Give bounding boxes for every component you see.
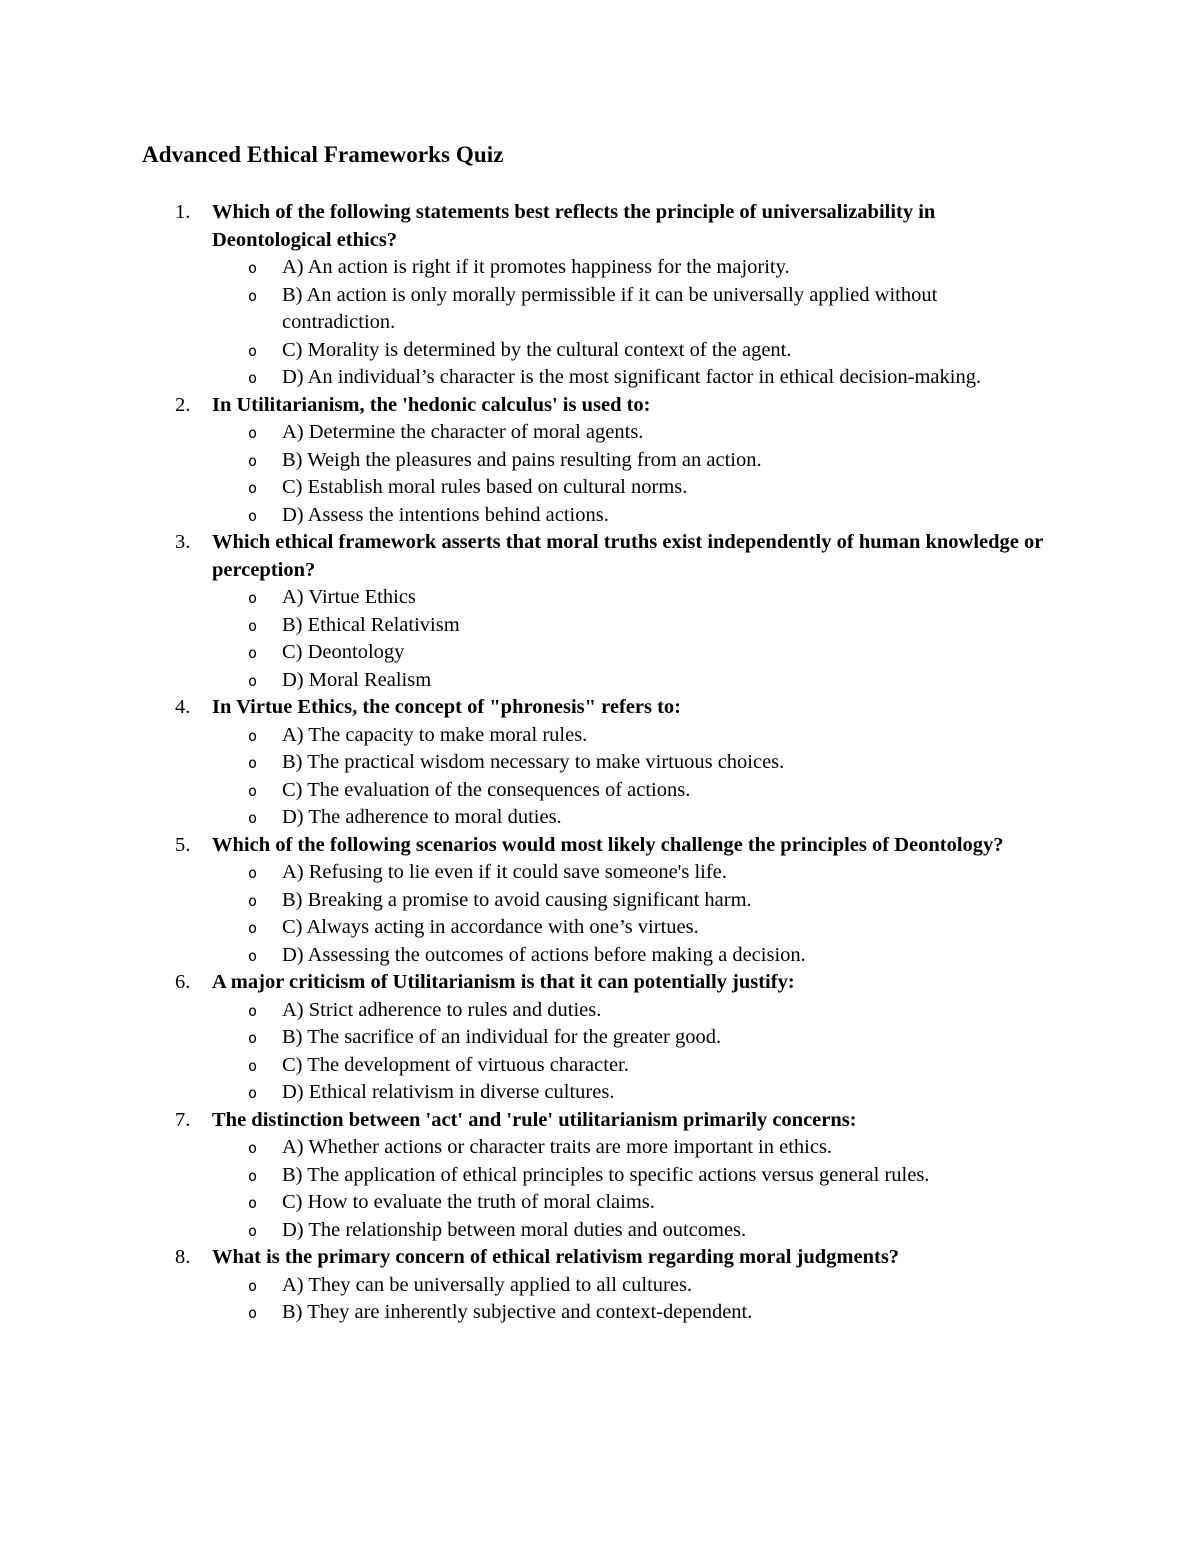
answer-option-text: C) Establish moral rules based on cultural norms. bbox=[282, 476, 688, 498]
bullet-icon: o bbox=[248, 589, 258, 607]
question-number: 6. bbox=[175, 971, 191, 993]
answer-option bbox=[0, 1272, 1200, 1300]
answer-options bbox=[0, 419, 1200, 529]
answer-options bbox=[0, 254, 1200, 392]
bullet-icon: o bbox=[248, 891, 258, 910]
bullet-icon: o bbox=[248, 1084, 258, 1102]
answer-option-text: D) An individual’s character is the most significant factor in ethical decision-making. bbox=[282, 366, 982, 388]
answer-options bbox=[0, 997, 1200, 1107]
answer-option bbox=[0, 859, 1200, 887]
bullet-icon: o bbox=[248, 1001, 258, 1020]
question-text: Which ethical framework asserts that moral truths exist independently of human knowledge or perception? bbox=[212, 531, 1043, 581]
answer-option-text: A) Whether actions or character traits are more important in ethics. bbox=[282, 1136, 833, 1158]
question-text: In Utilitarianism, the 'hedonic calculus' is used to: bbox=[212, 393, 651, 416]
question-number: 7. bbox=[175, 1108, 191, 1131]
answer-option bbox=[0, 639, 1200, 667]
answer-option bbox=[0, 1024, 1200, 1052]
answer-option-text: C) Morality is determined by the cultural context of the agent. bbox=[282, 338, 792, 361]
question-item bbox=[0, 392, 1200, 420]
question-text: The distinction between 'act' and 'rule' utilitarianism primarily concerns: bbox=[212, 1108, 857, 1131]
answer-option-text: C) The evaluation of the consequences of actions. bbox=[282, 778, 691, 801]
question-text: Which of the following scenarios would most likely challenge the principles of Deontology? bbox=[212, 833, 1004, 856]
bullet-icon: o bbox=[248, 754, 258, 772]
question-item bbox=[0, 969, 1200, 997]
question-item bbox=[0, 1244, 1200, 1272]
answer-option bbox=[0, 419, 1200, 447]
answer-option bbox=[0, 749, 1200, 777]
answer-option-text: A) Virtue Ethics bbox=[282, 586, 416, 608]
answer-option bbox=[0, 1079, 1200, 1107]
answer-option-text: B) They are inherently subjective and context-dependent. bbox=[282, 1301, 753, 1323]
bullet-icon: o bbox=[248, 726, 258, 745]
question-list bbox=[0, 199, 1200, 1327]
answer-option bbox=[0, 722, 1200, 750]
bullet-icon: o bbox=[248, 616, 258, 635]
document-title: Advanced Ethical Frameworks Quiz bbox=[142, 142, 504, 167]
question-number: 8. bbox=[175, 1246, 191, 1268]
answer-option-text: D) The adherence to moral duties. bbox=[282, 806, 562, 828]
bullet-icon: o bbox=[248, 864, 258, 882]
bullet-icon: o bbox=[248, 479, 258, 497]
answer-options bbox=[0, 584, 1200, 694]
bullet-icon: o bbox=[248, 919, 258, 937]
bullet-icon: o bbox=[248, 424, 258, 442]
question-number: 5. bbox=[175, 833, 191, 856]
answer-options bbox=[0, 1272, 1200, 1327]
answer-option bbox=[0, 474, 1200, 502]
question-number: 4. bbox=[175, 696, 191, 718]
answer-option bbox=[0, 282, 1200, 337]
answer-option bbox=[0, 777, 1200, 805]
answer-option bbox=[0, 914, 1200, 942]
answer-option-text: D) Assessing the outcomes of actions before making a decision. bbox=[282, 943, 806, 966]
answer-option-text: A) The capacity to make moral rules. bbox=[282, 723, 588, 746]
answer-option bbox=[0, 1162, 1200, 1190]
question-number: 3. bbox=[175, 531, 191, 553]
answer-option-text: B) An action is only morally permissible if it can be universally applied without contradiction. bbox=[282, 283, 938, 333]
question-text: In Virtue Ethics, the concept of "phronesis" refers to: bbox=[212, 696, 681, 718]
answer-option bbox=[0, 942, 1200, 970]
question-number: 1. bbox=[175, 201, 191, 223]
question-number: 2. bbox=[175, 393, 191, 416]
bullet-icon: o bbox=[248, 1194, 258, 1212]
bullet-icon: o bbox=[248, 369, 258, 387]
answer-option bbox=[0, 364, 1200, 392]
bullet-icon: o bbox=[248, 341, 258, 360]
answer-option bbox=[0, 997, 1200, 1025]
answer-option-text: B) Weigh the pleasures and pains resulting from an action. bbox=[282, 448, 762, 471]
question-text: What is the primary concern of ethical relativism regarding moral judgments? bbox=[212, 1246, 900, 1268]
answer-options bbox=[0, 722, 1200, 832]
answer-option bbox=[0, 584, 1200, 612]
answer-option-text: D) Ethical relativism in diverse cultures. bbox=[282, 1081, 615, 1103]
answer-options bbox=[0, 1134, 1200, 1244]
answer-option-text: A) Refusing to lie even if it could save someone's life. bbox=[282, 861, 727, 883]
bullet-icon: o bbox=[248, 1304, 258, 1322]
question-item bbox=[0, 199, 1200, 254]
bullet-icon: o bbox=[248, 644, 258, 662]
answer-option-text: C) Deontology bbox=[282, 641, 405, 663]
bullet-icon: o bbox=[248, 259, 258, 277]
answer-option bbox=[0, 447, 1200, 475]
answer-option-text: C) Always acting in accordance with one’s virtues. bbox=[282, 916, 699, 938]
bullet-icon: o bbox=[248, 1166, 258, 1185]
answer-option bbox=[0, 502, 1200, 530]
answer-option bbox=[0, 1134, 1200, 1162]
bullet-icon: o bbox=[248, 1221, 258, 1240]
answer-option-text: A) They can be universally applied to all cultures. bbox=[282, 1273, 693, 1296]
answer-option-text: A) Determine the character of moral agents. bbox=[282, 421, 644, 443]
answer-option-text: B) Breaking a promise to avoid causing significant harm. bbox=[282, 888, 752, 911]
answer-option-text: B) The practical wisdom necessary to make virtuous choices. bbox=[282, 751, 785, 773]
answer-option bbox=[0, 804, 1200, 832]
bullet-icon: o bbox=[248, 451, 258, 470]
answer-option-text: A) Strict adherence to rules and duties. bbox=[282, 998, 602, 1021]
question-text: Which of the following statements best reflects the principle of universalizability in Deontological ethics? bbox=[212, 201, 936, 251]
question-text: A major criticism of Utilitarianism is that it can potentially justify: bbox=[212, 971, 795, 993]
answer-options bbox=[0, 859, 1200, 969]
question-item bbox=[0, 1107, 1200, 1135]
answer-option-text: C) How to evaluate the truth of moral claims. bbox=[282, 1191, 655, 1213]
answer-option-text: D) Moral Realism bbox=[282, 668, 432, 691]
answer-option-text: B) The application of ethical principles to specific actions versus general rules. bbox=[282, 1163, 930, 1186]
answer-option bbox=[0, 254, 1200, 282]
question-item bbox=[0, 832, 1200, 860]
bullet-icon: o bbox=[248, 1276, 258, 1295]
question-item bbox=[0, 529, 1200, 584]
bullet-icon: o bbox=[248, 946, 258, 965]
answer-option bbox=[0, 1299, 1200, 1327]
bullet-icon: o bbox=[248, 1029, 258, 1047]
answer-option-text: D) Assess the intentions behind actions. bbox=[282, 503, 609, 526]
answer-option bbox=[0, 887, 1200, 915]
answer-option bbox=[0, 1189, 1200, 1217]
answer-option bbox=[0, 667, 1200, 695]
answer-option-text: A) An action is right if it promotes happiness for the majority. bbox=[282, 256, 790, 278]
answer-option-text: B) The sacrifice of an individual for the greater good. bbox=[282, 1026, 722, 1048]
answer-option bbox=[0, 1052, 1200, 1080]
bullet-icon: o bbox=[248, 1139, 258, 1157]
bullet-icon: o bbox=[248, 286, 258, 305]
answer-option bbox=[0, 612, 1200, 640]
bullet-icon: o bbox=[248, 506, 258, 525]
answer-option-text: D) The relationship between moral duties and outcomes. bbox=[282, 1218, 747, 1241]
bullet-icon: o bbox=[248, 809, 258, 827]
question-item bbox=[0, 694, 1200, 722]
answer-option-text: B) Ethical Relativism bbox=[282, 613, 460, 636]
bullet-icon: o bbox=[248, 671, 258, 690]
bullet-icon: o bbox=[248, 781, 258, 800]
answer-option-text: C) The development of virtuous character. bbox=[282, 1053, 629, 1076]
answer-option bbox=[0, 337, 1200, 365]
bullet-icon: o bbox=[248, 1056, 258, 1075]
answer-option bbox=[0, 1217, 1200, 1245]
